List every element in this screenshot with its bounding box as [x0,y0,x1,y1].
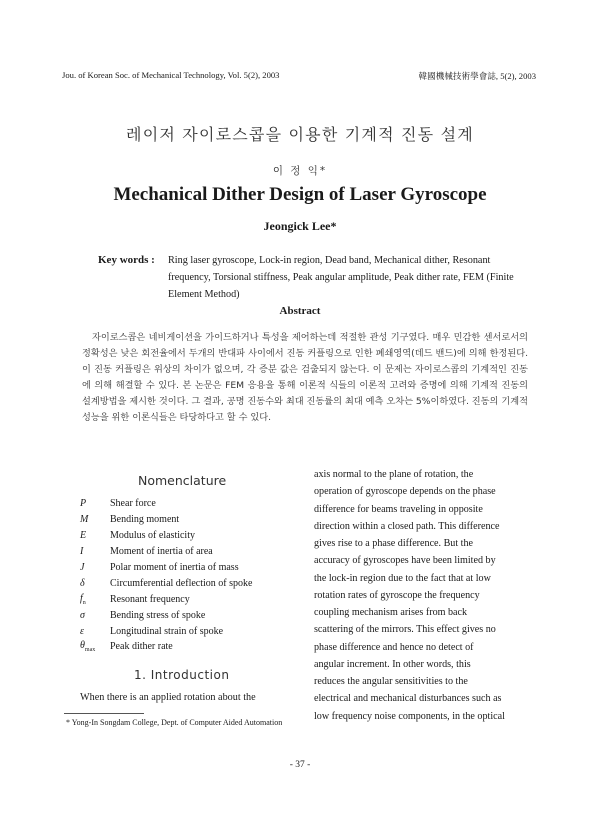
text-line: coupling mechanism arises from back [314,607,468,618]
page-number: - 37 - [289,760,311,770]
running-header-right: 韓國機械技術學會誌, 5(2), 2003 [418,71,536,81]
nomenclature-heading: Nomenclature [138,473,227,488]
text-line: the lock-in region due to the fact that at low [314,572,491,584]
text-line: angular increment. In other words, this [314,658,471,670]
nomenclature-row [80,607,300,623]
korean-author: 이 정 익* [272,165,328,177]
right-column-text [314,466,535,725]
introduction-first-line: When there is an applied rotation about the [80,692,256,703]
nomenclature-row [80,623,300,639]
nomenclature-symbol: J [80,562,85,573]
text-line: rotation rates of gyroscope the frequency [314,589,480,601]
nomenclature-symbol: E [80,530,87,542]
nomenclature-symbol: $f_n$ [80,592,86,606]
nomenclature-description: Resonant frequency [110,593,190,605]
english-title: Mechanical Dither Design of Laser Gyroscope [113,184,487,205]
text-line: gives rise to a phase difference. But the [314,538,474,549]
nomenclature-row [80,512,300,528]
nomenclature-row [80,575,300,591]
nomenclature-description: Peak dither rate [110,641,173,653]
abstract-text: 자이로스콥은 네비게이션을 가이드하거나 특성을 제어하는데 적절한 관성 기구였다. 매우 민감한 센서로서의 정확성은 낮은 회전율에서 두개의 반대파 사이에서 진동 커플링으로 인한 폐쇄영역(데드 밴드)에 의해 한정된다. 이 진동 커플링은 위상의 차이가 없으며, 각 증분 값은 검출되지 않는다. 이 문제는 자이로스콥의 기계적인 진동에 의해 해결할 수 있다. 본 논문은 FEM 응용을 통해 이론적 식들의 이론적 고려와 증명에 의해 기계적 진동의 설계방법을 제시한 것이다. 그 결과, 공명 진동수와 최대 진동률의 최대 예측 오차는 5%이하였다. 진동의 기계적 성능을 위한 이론식들은 타당하다고 할 수 있다. [82,332,528,424]
korean-title: 레이저 자이로스콥을 이용한 기계적 진동 설계 [126,125,474,144]
text-line: difference for beams traveling in opposite [314,503,483,515]
nomenclature-row [80,591,300,607]
nomenclature-description: Bending stress of spoke [110,609,206,621]
nomenclature-symbol: ε [80,625,84,637]
english-author: Jeongick Lee* [263,219,337,233]
text-line: reduces the angular sensitivities to the [314,676,468,687]
nomenclature-row [80,528,300,544]
nomenclature-description: Longitudinal strain of spoke [110,625,224,637]
nomenclature-symbol: M [80,514,89,526]
nomenclature-symbol: $\theta_{max}$ [80,640,96,654]
nomenclature-symbol: P [80,498,87,510]
nomenclature-description: Moment of inertia of area [110,546,213,558]
text-line: phase difference and hence no detect of [314,641,474,653]
nomenclature-description: Bending moment [110,514,180,526]
text-line: scattering of the mirrors. This effect gives no [314,624,496,636]
nomenclature-row [80,560,300,576]
nomenclature-symbol: I [80,546,84,558]
nomenclature-row [80,496,300,512]
nomenclature-description: Circumferential deflection of spoke [110,577,253,589]
nomenclature-list [80,496,300,655]
nomenclature-row [80,639,300,655]
text-line: electrical and mechanical disturbances such as [314,693,502,705]
text-line: accuracy of gyroscopes have been limited by [314,555,496,567]
nomenclature-description: Modulus of elasticity [110,530,195,542]
text-line: low frequency noise components, in the optical [314,710,505,722]
nomenclature-description: Polar moment of inertia of mass [110,562,239,573]
text-line: direction within a closed path. This difference [314,520,500,532]
keywords-label: Key words : [98,254,155,266]
footnote-rule [64,713,144,714]
footnote: * Yong-In Songdam College, Dept. of Computer Aided Automation [66,718,283,727]
text-line: axis normal to the plane of rotation, the [314,469,474,480]
nomenclature-symbol: δ [80,577,85,589]
abstract-heading: Abstract [279,305,321,317]
nomenclature-symbol: σ [80,609,85,621]
running-header-left: Jou. of Korean Soc. of Mechanical Technology, Vol. 5(2), 2003 [62,70,280,80]
nomenclature-row [80,544,300,560]
nomenclature-description: Shear force [110,498,156,510]
text-line: operation of gyroscope depends on the phase [314,486,496,498]
abstract-body [82,330,528,427]
keywords-text: Ring laser gyroscope, Lock-in region, Dead band, Mechanical dither, Resonant frequency, Torsional stiffness, Peak angular amplitude, Peak dither rate, FEM (Finite Element Method) [168,255,514,300]
introduction-heading: 1. Introduction [134,668,230,682]
